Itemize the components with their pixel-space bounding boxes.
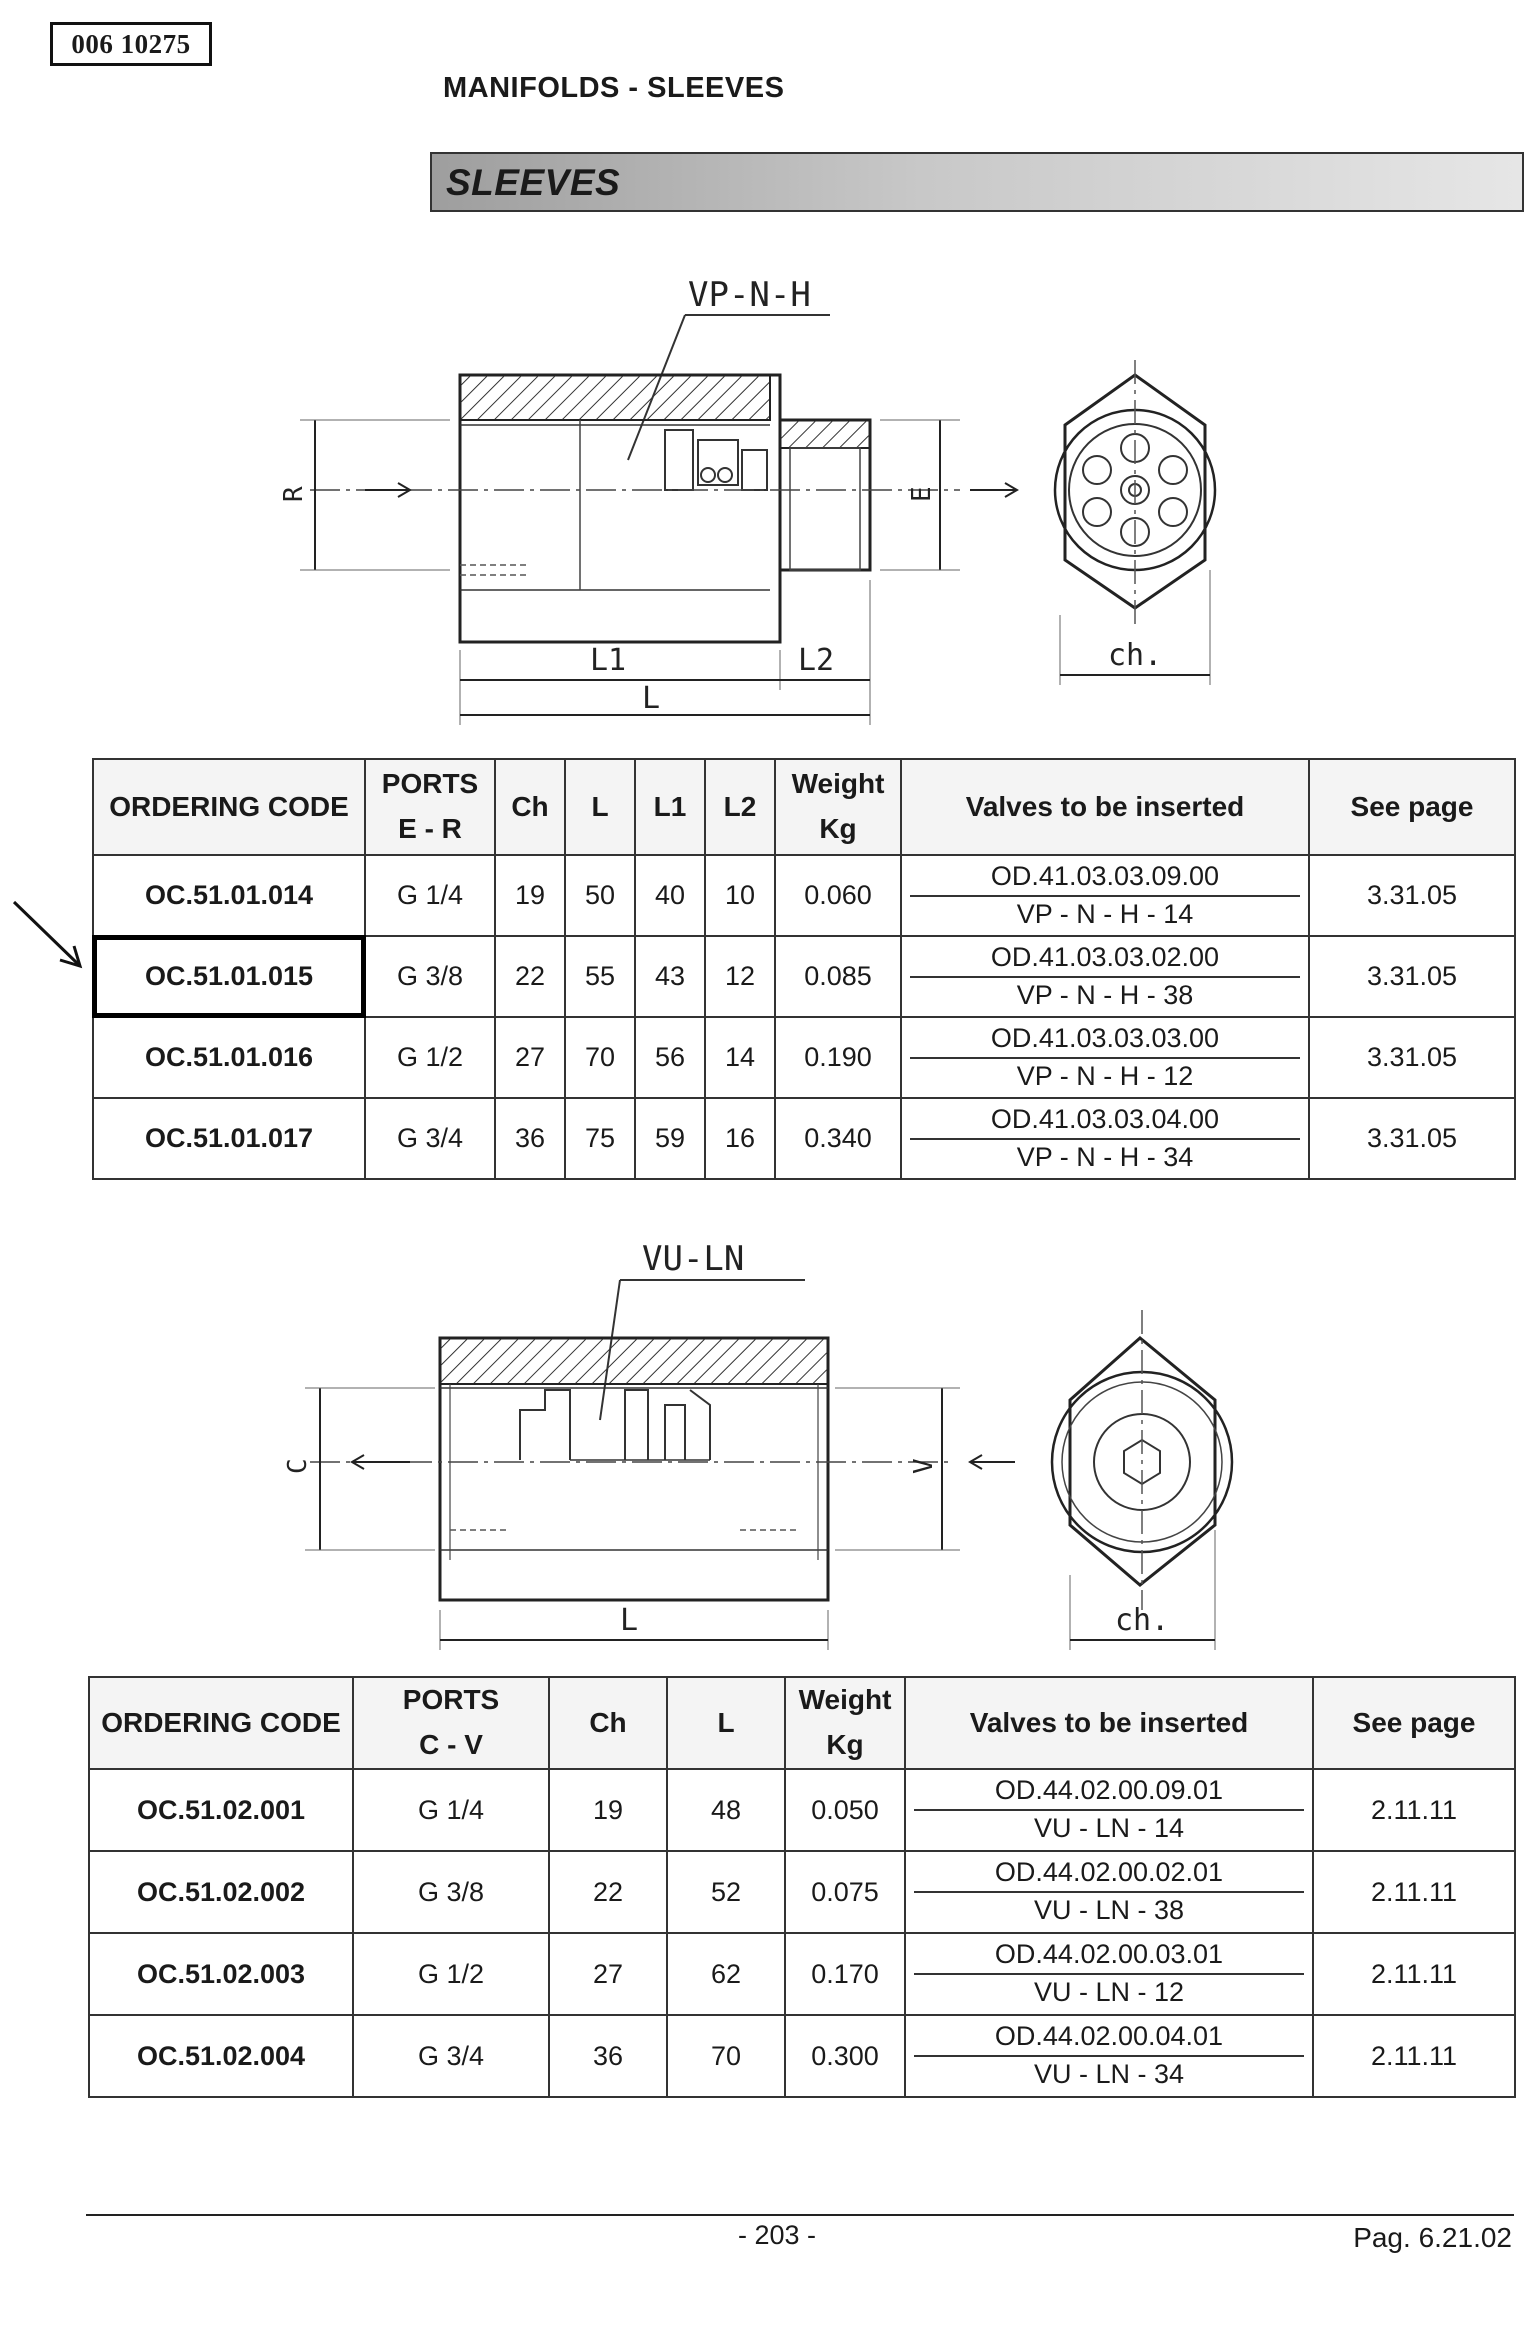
- weight-header-bottom: Kg: [826, 1729, 864, 1760]
- table-row: [93, 1017, 1515, 1098]
- valve-od-code: OD.41.03.03.04.00: [910, 1105, 1300, 1140]
- valves-cell: [905, 2015, 1313, 2097]
- valves-cell: [901, 855, 1309, 936]
- col-header-see-page: See page: [1313, 1677, 1515, 1769]
- page-title: SLEEVES: [446, 162, 621, 203]
- col-header-valves: Valves to be inserted: [905, 1677, 1313, 1769]
- ordering-code-cell: OC.51.01.017: [93, 1098, 365, 1179]
- valves-cell: [901, 1098, 1309, 1179]
- ordering-code-cell: OC.51.01.014: [93, 855, 365, 936]
- valve-vu-code: VU - LN - 12: [1033, 1977, 1185, 2007]
- col-header-ports: [353, 1677, 549, 1769]
- col-header-ch: Ch: [549, 1677, 667, 1769]
- ports-cell: G 1/4: [353, 1769, 549, 1851]
- table-row: [93, 855, 1515, 936]
- ordering-code-cell: OC.51.01.016: [93, 1017, 365, 1098]
- see-page-cell: 3.31.05: [1309, 936, 1515, 1017]
- ports-header-top: PORTS: [381, 768, 479, 800]
- see-page-cell: 3.31.05: [1309, 1098, 1515, 1179]
- l-cell: 70: [667, 2015, 785, 2097]
- col-header-ordering-code: ORDERING CODE: [89, 1677, 353, 1769]
- valves-cell: [901, 1017, 1309, 1098]
- valve-od-code: OD.44.02.00.02.01: [914, 1858, 1304, 1893]
- ch-cell: 27: [495, 1017, 565, 1098]
- sleeve-drawing-vuln: [270, 1230, 1370, 1650]
- ch-cell: 22: [549, 1851, 667, 1933]
- ch-cell: 22: [495, 936, 565, 1017]
- see-page-cell: 2.11.11: [1313, 2015, 1515, 2097]
- weight-header-bottom: Kg: [819, 813, 857, 844]
- col-header-l: L: [667, 1677, 785, 1769]
- l-cell: 48: [667, 1769, 785, 1851]
- sleeves-table-1: [92, 758, 1516, 1180]
- ports-cell: G 3/8: [353, 1851, 549, 1933]
- l1-cell: 56: [635, 1017, 705, 1098]
- l1-cell: 40: [635, 855, 705, 936]
- valve-label-vpnh: VP-N-H: [688, 275, 811, 315]
- ports-cell: G 1/2: [365, 1017, 495, 1098]
- valve-od-code: OD.41.03.03.03.00: [910, 1024, 1300, 1059]
- l2-cell: 10: [705, 855, 775, 936]
- weight-header-top: Weight: [791, 768, 885, 800]
- valve-od-code: OD.44.02.00.03.01: [914, 1940, 1304, 1975]
- valves-cell: [905, 1769, 1313, 1851]
- table-row: [89, 1769, 1515, 1851]
- dim-label-l: L: [642, 681, 661, 716]
- see-page-cell: 2.11.11: [1313, 1769, 1515, 1851]
- weight-cell: 0.300: [785, 2015, 905, 2097]
- ports-cell: G 3/4: [353, 2015, 549, 2097]
- sleeve-drawing-vpnh: [270, 270, 1370, 730]
- l2-cell: 16: [705, 1098, 775, 1179]
- valves-cell: [901, 936, 1309, 1017]
- l2-cell: 12: [705, 936, 775, 1017]
- l2-cell: 14: [705, 1017, 775, 1098]
- valves-cell: [905, 1851, 1313, 1933]
- col-header-ch: Ch: [495, 759, 565, 855]
- l1-cell: 43: [635, 936, 705, 1017]
- l1-cell: 59: [635, 1098, 705, 1179]
- section-heading: MANIFOLDS - SLEEVES: [443, 72, 785, 104]
- l-cell: 50: [565, 855, 635, 936]
- ports-header-bottom: E - R: [398, 813, 462, 844]
- ports-cell: G 3/8: [365, 936, 495, 1017]
- valve-label-vuln: VU-LN: [642, 1239, 745, 1279]
- dim-label-ch2: ch.: [1115, 1603, 1170, 1638]
- table-row: [89, 1851, 1515, 1933]
- page-number: - 203 -: [738, 2220, 817, 2250]
- ordering-code-cell: OC.51.02.001: [89, 1769, 353, 1851]
- ports-cell: G 1/2: [353, 1933, 549, 2015]
- valve-vu-code: VU - LN - 34: [1033, 2059, 1185, 2089]
- table-row: [89, 1933, 1515, 2015]
- col-header-ports: [365, 759, 495, 855]
- ports-cell: G 3/4: [365, 1098, 495, 1179]
- see-page-cell: 3.31.05: [1309, 1017, 1515, 1098]
- col-header-valves: Valves to be inserted: [901, 759, 1309, 855]
- see-page-cell: 2.11.11: [1313, 1933, 1515, 2015]
- ch-cell: 27: [549, 1933, 667, 2015]
- valve-od-code: OD.44.02.00.09.01: [914, 1776, 1304, 1811]
- pointer-arrow-icon: [10, 898, 90, 978]
- footer-divider: [86, 2214, 1514, 2216]
- ports-cell: G 1/4: [365, 855, 495, 936]
- weight-cell: 0.170: [785, 1933, 905, 2015]
- valve-vp-code: VP - N - H - 38: [1016, 979, 1194, 1010]
- col-header-see-page: See page: [1309, 759, 1515, 855]
- see-page-cell: 3.31.05: [1309, 855, 1515, 936]
- dim-label-l1: L1: [590, 643, 627, 678]
- valve-vu-code: VU - LN - 38: [1033, 1895, 1185, 1925]
- valve-vu-code: VU - LN - 14: [1033, 1813, 1185, 1843]
- ordering-code-cell: OC.51.02.002: [89, 1851, 353, 1933]
- l-cell: 55: [565, 936, 635, 1017]
- dim-label-r: R: [279, 486, 309, 502]
- table-row: [89, 2015, 1515, 2097]
- table-row: [93, 936, 1515, 1017]
- col-header-l2: L2: [705, 759, 775, 855]
- table-row: [93, 1098, 1515, 1179]
- dim-label-ch1: ch.: [1108, 638, 1163, 673]
- ports-header-bottom: C - V: [419, 1729, 483, 1760]
- col-header-weight: [785, 1677, 905, 1769]
- ch-cell: 19: [549, 1769, 667, 1851]
- sleeves-table-2: [88, 1676, 1516, 2098]
- col-header-l: L: [565, 759, 635, 855]
- ch-cell: 19: [495, 855, 565, 936]
- dim-label-e: E: [907, 486, 937, 502]
- ch-cell: 36: [495, 1098, 565, 1179]
- l-cell: 62: [667, 1933, 785, 2015]
- see-page-cell: 2.11.11: [1313, 1851, 1515, 1933]
- weight-cell: 0.340: [775, 1098, 901, 1179]
- title-bar: [430, 152, 1524, 212]
- document-code-box: 006 10275: [50, 22, 212, 66]
- valve-od-code: OD.44.02.00.04.01: [914, 2022, 1304, 2057]
- ordering-code-cell: OC.51.02.004: [89, 2015, 353, 2097]
- weight-cell: 0.190: [775, 1017, 901, 1098]
- valve-vp-code: VP - N - H - 12: [1016, 1060, 1194, 1091]
- valve-od-code: OD.41.03.03.09.00: [910, 862, 1300, 897]
- col-header-ordering-code: ORDERING CODE: [93, 759, 365, 855]
- l-cell: 52: [667, 1851, 785, 1933]
- weight-cell: 0.085: [775, 936, 901, 1017]
- valve-vp-code: VP - N - H - 34: [1016, 1141, 1194, 1172]
- ch-cell: 36: [549, 2015, 667, 2097]
- ports-header-top: PORTS: [402, 1684, 500, 1716]
- weight-header-top: Weight: [798, 1684, 892, 1716]
- dim-label-c: C: [283, 1458, 313, 1474]
- col-header-weight: [775, 759, 901, 855]
- ordering-code-cell-highlighted: OC.51.01.015: [93, 936, 365, 1017]
- weight-cell: 0.075: [785, 1851, 905, 1933]
- weight-cell: 0.060: [775, 855, 901, 936]
- l-cell: 70: [565, 1017, 635, 1098]
- l-cell: 75: [565, 1098, 635, 1179]
- dim-label-l-2: L: [620, 1603, 639, 1638]
- weight-cell: 0.050: [785, 1769, 905, 1851]
- dim-label-v: V: [909, 1458, 939, 1474]
- valve-od-code: OD.41.03.03.02.00: [910, 943, 1300, 978]
- dim-label-l2: L2: [798, 643, 835, 678]
- col-header-l1: L1: [635, 759, 705, 855]
- valve-vp-code: VP - N - H - 14: [1016, 898, 1194, 929]
- ordering-code-cell: OC.51.02.003: [89, 1933, 353, 2015]
- valves-cell: [905, 1933, 1313, 2015]
- page-reference: Pag. 6.21.02: [1353, 2222, 1512, 2253]
